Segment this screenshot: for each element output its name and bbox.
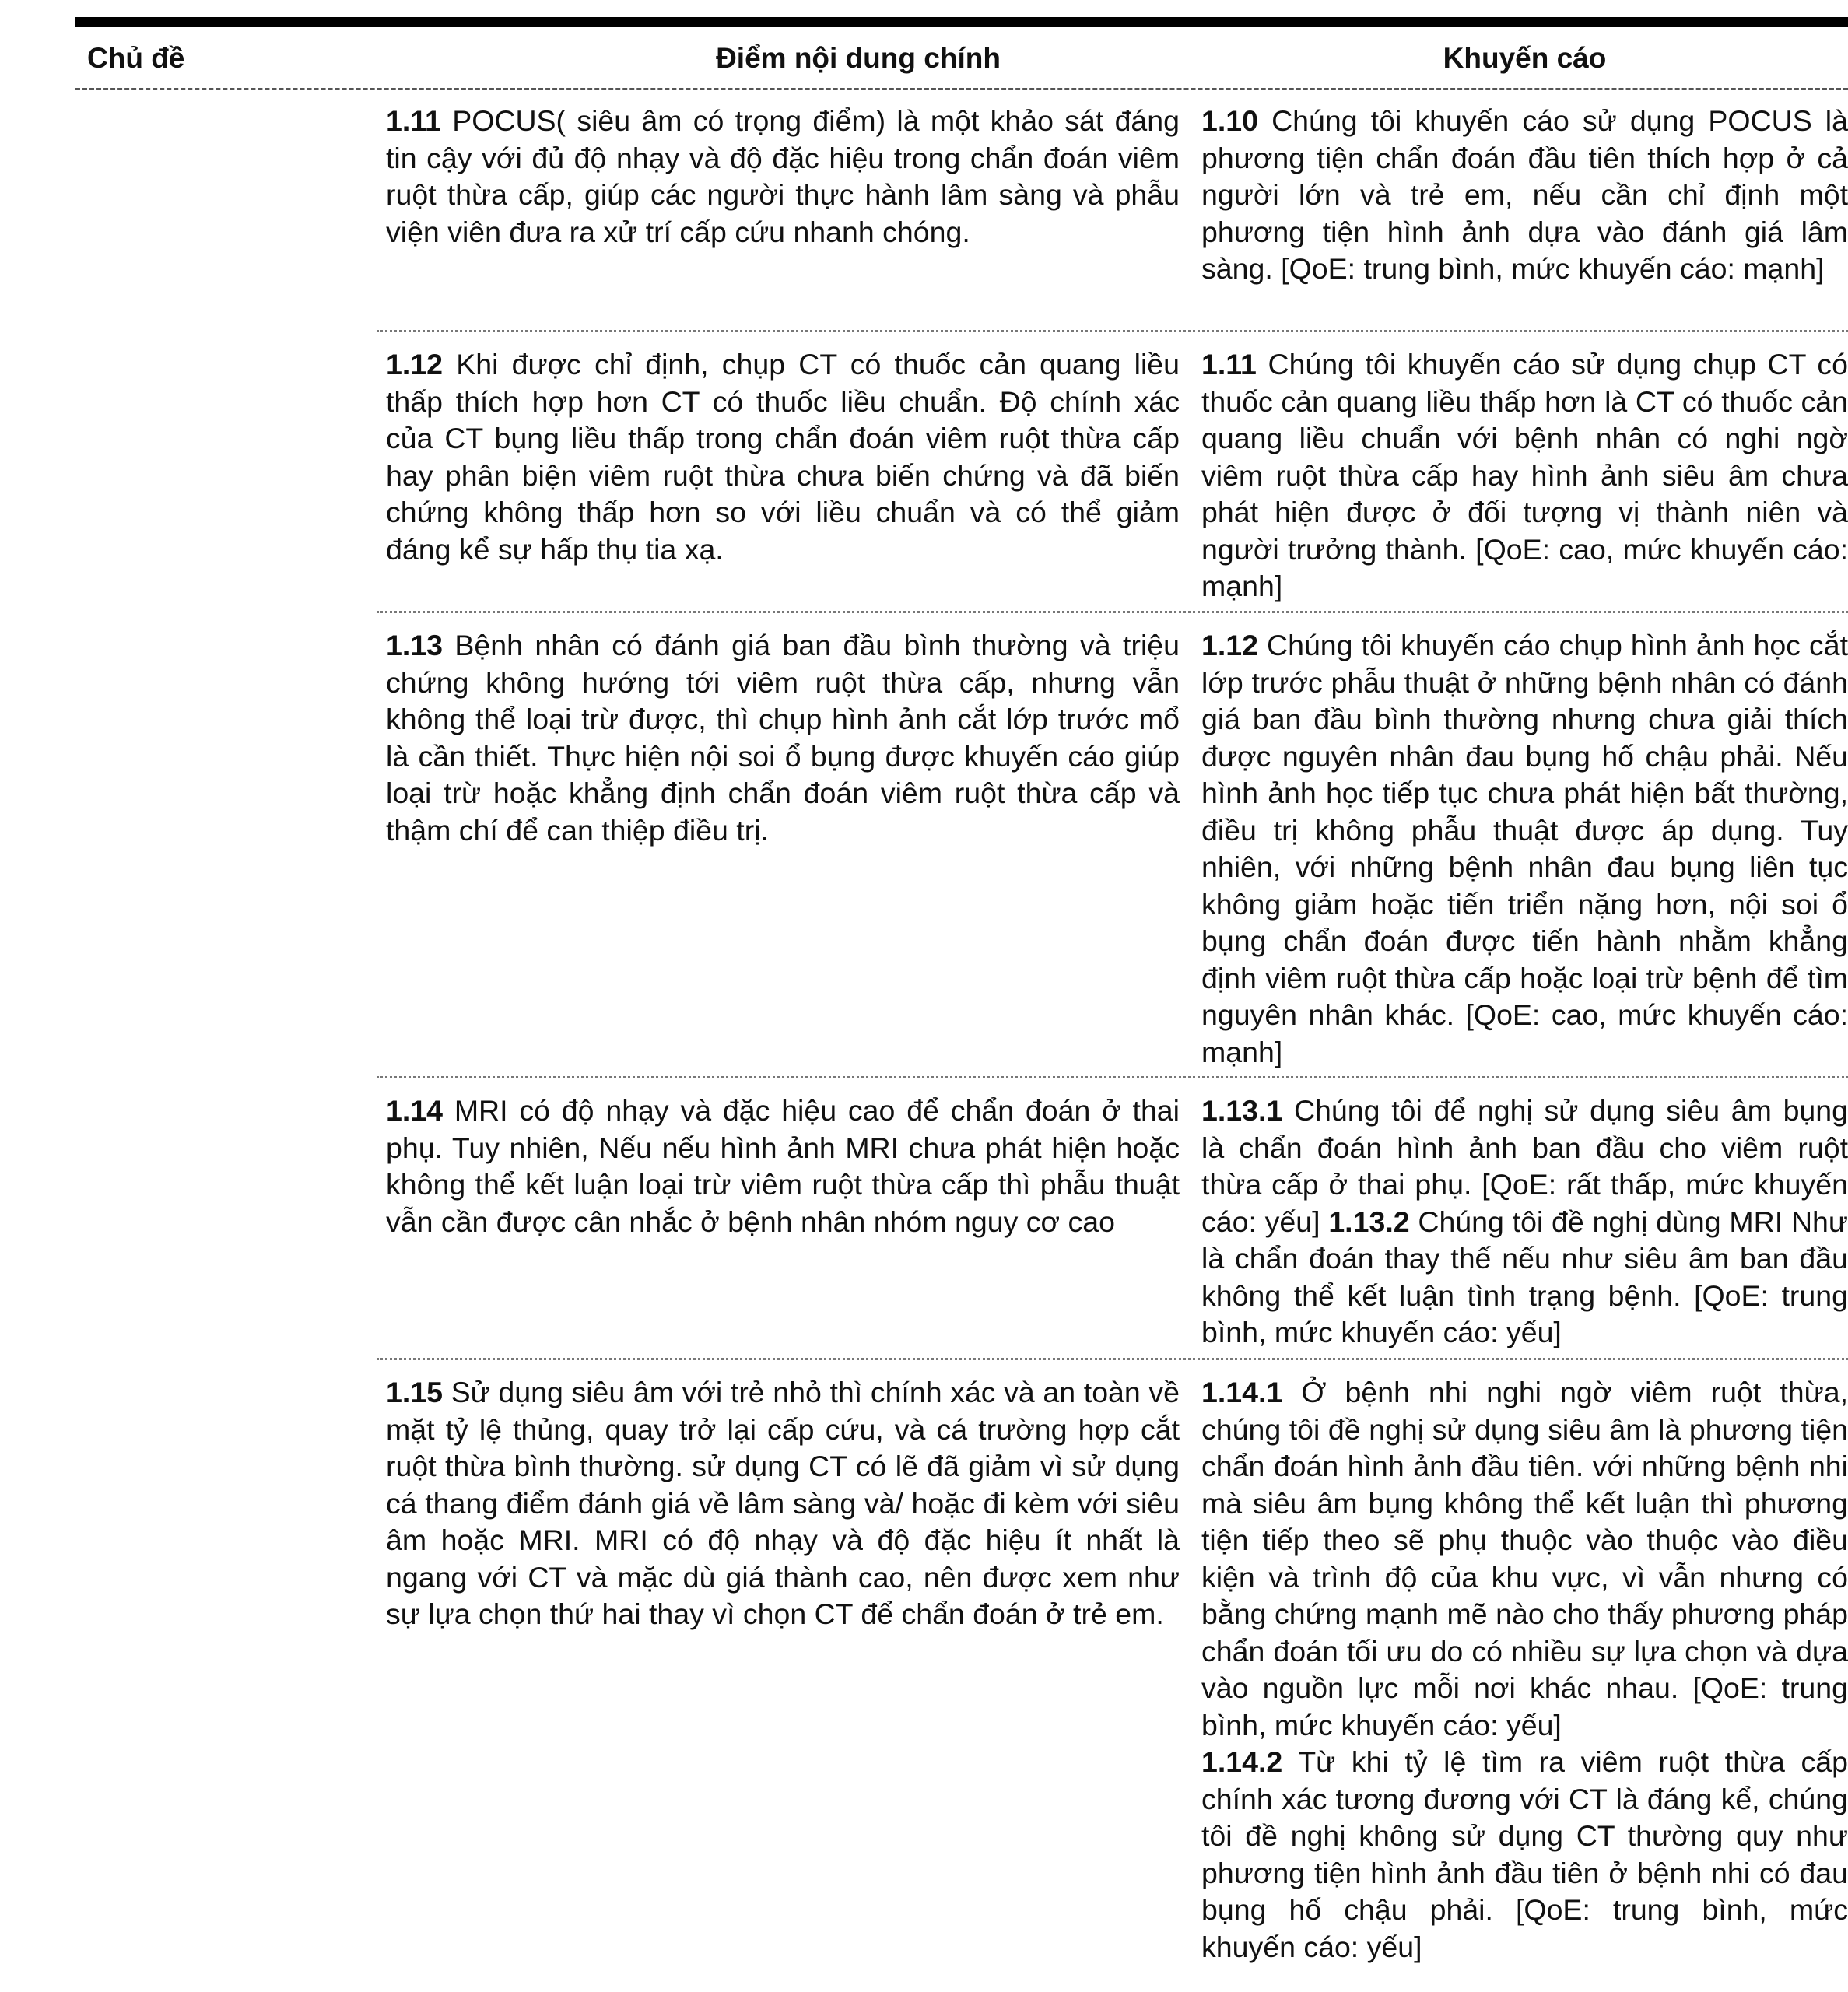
key-point-cell xyxy=(386,1092,1180,1240)
recommendation-cell xyxy=(1201,1374,1848,1966)
recommendation-text: Chúng tôi khuyến cáo sử dụng chụp CT có thuốc cản quang liều thấp hơn là CT có thuốc cản quang liều chuẩn với bệnh nhân có nghi ngờ viêm ruột thừa cấp hay hình ảnh siêu âm chưa phát hiện được ở đối tượng vị thành niên và người trưởng thành. [QoE: cao, mức khuyến cáo: mạnh] xyxy=(1201,348,1848,602)
header-recommendations: Khuyến cáo xyxy=(1443,42,1607,74)
key-point-text: MRI có độ nhạy và đặc hiệu cao để chẩn đoán ở thai phụ. Tuy nhiên, Nếu nếu hình ảnh MRI chưa phát hiện hoặc không thể kết luận loại trừ viêm ruột thừa cấp thì phẫu thuật vẫn cần được cân nhắc ở bệnh nhân nhóm nguy cơ cao xyxy=(386,1094,1180,1238)
key-point-number: 1.11 xyxy=(386,104,441,137)
key-point-text: Bệnh nhân có đánh giá ban đầu bình thường và triệu chứng không hướng tới viêm ruột thừa cấp, nhưng vẫn không thể loại trừ được, thì chụp hình ảnh cắt lớp trước mổ là cần thiết. Thực hiện nội soi ổ bụng được khuyến cáo giúp loại trừ hoặc khẳng định chẩn đoán viêm ruột thừa cấp và thậm chí để can thiệp điều trị. xyxy=(386,629,1180,847)
recommendation-number: 1.13.1 xyxy=(1201,1094,1283,1127)
key-point-number: 1.12 xyxy=(386,348,443,381)
recommendation-number: 1.10 xyxy=(1201,104,1258,137)
recommendation-cell xyxy=(1201,1092,1848,1352)
table-header-row xyxy=(75,28,1848,89)
recommendation-text: Ở bệnh nhi nghi ngờ viêm ruột thừa, chúng tôi đề nghị sử dụng siêu âm là phương tiện chẩn đoán hình ảnh đầu tiên. với những bệnh nhi mà siêu âm bụng không thể kết luận thì phương tiện tiếp theo sẽ phụ thuộc vào thuộc vào điều kiện và trình độ của khu vực, vì vẫn nhưng có bằng chứng mạnh mẽ nào cho thấy phương pháp chẩn đoán tối ưu do có nhiều sự lựa chọn và dựa vào nguồn lực mỗi nơi khác nhau. [QoE: trung bình, mức khuyến cáo: yếu] xyxy=(1201,1376,1848,1741)
header-topic: Chủ đề xyxy=(87,42,185,74)
key-point-text: Khi được chỉ định, chụp CT có thuốc cản quang liều thấp thích hợp hơn CT có thuốc liều chuẩn. Độ chính xác của CT bụng liều thấp trong chẩn đoán viêm ruột thừa cấp hay phân biện viêm ruột thừa chưa biến chứng và đã biến chứng không thấp hơn so với liều chuẩn và có thể giảm đáng kể sự hấp thụ tia xạ. xyxy=(386,348,1180,566)
recommendation-text: Từ khi tỷ lệ tìm ra viêm ruột thừa cấp chính xác tương đương với CT là đáng kể, chúng tôi đề nghị không sử dụng CT thường quy như phương tiện hình ảnh đầu tiên ở bệnh nhi có đau bụng hố chậu phải. [QoE: trung bình, mức khuyến cáo: yếu] xyxy=(1201,1745,1848,1963)
row-divider xyxy=(377,1076,1848,1078)
recommendation-number: 1.11 xyxy=(1201,348,1257,381)
key-point-number: 1.14 xyxy=(386,1094,443,1127)
recommendation-cell xyxy=(1201,627,1848,1071)
table-top-rule xyxy=(75,17,1848,27)
recommendation-number: 1.12 xyxy=(1201,629,1258,661)
key-point-cell xyxy=(386,1374,1180,1633)
recommendation-number: 1.14.2 xyxy=(1201,1745,1283,1778)
key-point-number: 1.15 xyxy=(386,1376,443,1408)
recommendation-cell xyxy=(1201,346,1848,605)
recommendation-text: Chúng tôi khuyến cáo chụp hình ảnh học cắt lớp trước phẫu thuật ở những bệnh nhân có đánh giá ban đầu bình thường nhưng chưa giải thích được nguyên nhân đau bụng hố chậu phải. Nếu hình ảnh học tiếp tục chưa phát hiện bất thường, điều trị không phẫu thuật được áp dụng. Tuy nhiên, với những bệnh nhân đau bụng liên tục không giảm hoặc tiến triển nặng hơn, nội soi ổ bụng chẩn đoán được tiến hành nhằm khẳng định viêm ruột thừa cấp hoặc loại trừ bệnh để tìm nguyên nhân khác. [QoE: cao, mức khuyến cáo: mạnh] xyxy=(1201,629,1848,1068)
key-point-cell xyxy=(386,627,1180,849)
recommendation-paragraph xyxy=(1201,1744,1848,1966)
recommendation-text: Chúng tôi khuyến cáo sử dụng POCUS là phương tiện chẩn đoán đầu tiên thích hợp ở cả người lớn và trẻ em, nếu cần chỉ định một phương tiện hình ảnh dựa vào đánh giá lâm sàng. [QoE: trung bình, mức khuyến cáo: mạnh] xyxy=(1201,104,1848,285)
row-divider xyxy=(377,330,1848,332)
recommendation-text: Chúng tôi để nghị sử dụng siêu âm bụng là chẩn đoán hình ảnh ban đầu cho viêm ruột thừa cấp ở thai phụ. [QoE: rất thấp, mức khuyến cáo: yếu] xyxy=(1201,1094,1848,1238)
recommendation-number: 1.14.1 xyxy=(1201,1376,1283,1408)
recommendation-text: Chúng tôi đề nghị dùng MRI Như là chẩn đoán thay thế nếu như siêu âm ban đầu không thể kết luận tình trạng bệnh. [QoE: trung bình, mức khuyến cáo: yếu] xyxy=(1201,1205,1848,1348)
header-divider xyxy=(75,88,1848,90)
recommendation-paragraph xyxy=(1201,1374,1848,1744)
row-divider xyxy=(377,1358,1848,1360)
recommendation-cell xyxy=(1201,103,1848,288)
key-point-text: Sử dụng siêu âm với trẻ nhỏ thì chính xác và an toàn về mặt tỷ lệ thủng, quay trở lại cấp cứu, và cá trường hợp cắt ruột thừa bình thường. sử dụng CT có lẽ đã giảm vì sử dụng cá thang điểm đánh giá về lâm sàng và/ hoặc đi kèm với siêu âm hoặc MRI. MRI có độ nhạy và độ đặc hiệu ít nhất là ngang với CT và mặc dù giá thành cao, nên được xem như sự lựa chọn thứ hai thay vì chọn CT để chẩn đoán ở trẻ em. xyxy=(386,1376,1180,1630)
recommendation-number: 1.13.2 xyxy=(1328,1205,1410,1238)
row-divider xyxy=(377,611,1848,613)
key-point-cell xyxy=(386,346,1180,568)
key-point-number: 1.13 xyxy=(386,629,443,661)
key-point-cell xyxy=(386,103,1180,251)
header-key-points: Điểm nội dung chính xyxy=(716,42,1001,74)
key-point-text: POCUS( siêu âm có trọng điểm) là một khảo sát đáng tin cậy với đủ độ nhạy và độ đặc hiệu trong chẩn đoán viêm ruột thừa cấp, giúp các người thực hành lâm sàng và phẫu viện viên đưa ra xử trí cấp cứu nhanh chóng. xyxy=(386,104,1180,248)
